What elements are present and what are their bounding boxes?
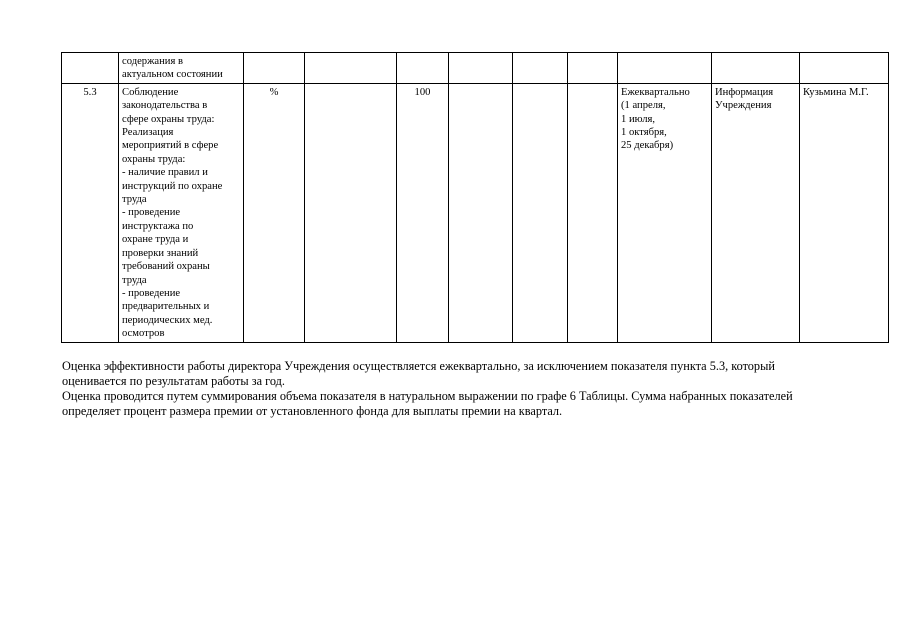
source-line: Информация (715, 86, 774, 98)
paragraph-line: определяет процент размера премии от установленного фонда для выплаты премии на квартал. (62, 404, 563, 419)
indicator-line: Соблюдение (122, 86, 179, 98)
indicator-line: требований охраны (122, 261, 210, 273)
cell-empty (513, 83, 568, 342)
cell-number (62, 53, 119, 84)
cell-empty (449, 83, 513, 342)
table-row-5-3 (62, 83, 889, 342)
indicator-line: труда (122, 194, 147, 206)
cell-unit (244, 53, 305, 84)
indicator-line: охране труда и (122, 234, 189, 246)
cell-number: 5.3 (62, 83, 119, 342)
indicator-line: предварительных и (122, 301, 210, 313)
cell-empty (568, 53, 618, 84)
indicator-line: инструктажа по (122, 220, 194, 232)
cell-indicator (119, 83, 244, 342)
indicator-line: проверки знаний (122, 247, 199, 259)
table-row-continued (62, 53, 889, 84)
indicator-line: периодических мед. (122, 314, 213, 326)
indicator-line: актуальном состоянии (122, 69, 223, 81)
period-line: 1 июля, (621, 113, 656, 125)
indicator-line: сфере охраны труда: (122, 113, 215, 125)
indicator-line: - наличие правил и (122, 167, 208, 179)
indicator-line: инструкций по охране (122, 180, 223, 192)
cell-empty (305, 83, 397, 342)
cell-empty (449, 53, 513, 84)
indicator-line: труда (122, 274, 147, 286)
cell-empty (513, 53, 568, 84)
cell-source (712, 53, 800, 84)
cell-period (618, 53, 712, 84)
period-line: (1 апреля, (621, 100, 666, 112)
indicator-line: мероприятий в сфере (122, 140, 219, 152)
cell-source (712, 83, 800, 342)
paragraph-line: оценивается по результатам работы за год. (62, 374, 285, 389)
cell-period (618, 83, 712, 342)
cell-responsible: Кузьмина М.Г. (800, 83, 889, 342)
cell-empty (305, 53, 397, 84)
cell-unit: % (244, 83, 305, 342)
cell-value: 100 (397, 83, 449, 342)
indicator-line: законодательства в (122, 100, 208, 112)
paragraph-evaluation-method (62, 389, 892, 419)
period-line: Ежеквартально (621, 86, 690, 98)
indicator-line: - проведение (122, 287, 181, 299)
paragraph-evaluation-frequency (62, 359, 892, 389)
cell-responsible (800, 53, 889, 84)
period-line: 25 декабря) (621, 140, 674, 152)
indicator-line: содержания в (122, 56, 183, 67)
indicator-line: осмотров (122, 328, 165, 340)
paragraph-line: Оценка проводится путем суммирования объема показателя в натуральном выражении по графе 6 Таблицы. Сумма набранных показателей (62, 389, 793, 403)
source-line: Учреждения (715, 100, 772, 112)
cell-indicator (119, 53, 244, 84)
paragraph-line: Оценка эффективности работы директора Учреждения осуществляется ежеквартально, за исключением показателя пункта 5.3, который (62, 359, 775, 373)
period-line: 1 октября, (621, 127, 667, 139)
indicator-line: - проведение (122, 207, 181, 219)
cell-empty (568, 83, 618, 342)
indicator-line: охраны труда: (122, 153, 186, 165)
cell-value (397, 53, 449, 84)
indicators-table (61, 52, 889, 343)
indicator-line: Реализация (122, 127, 174, 139)
